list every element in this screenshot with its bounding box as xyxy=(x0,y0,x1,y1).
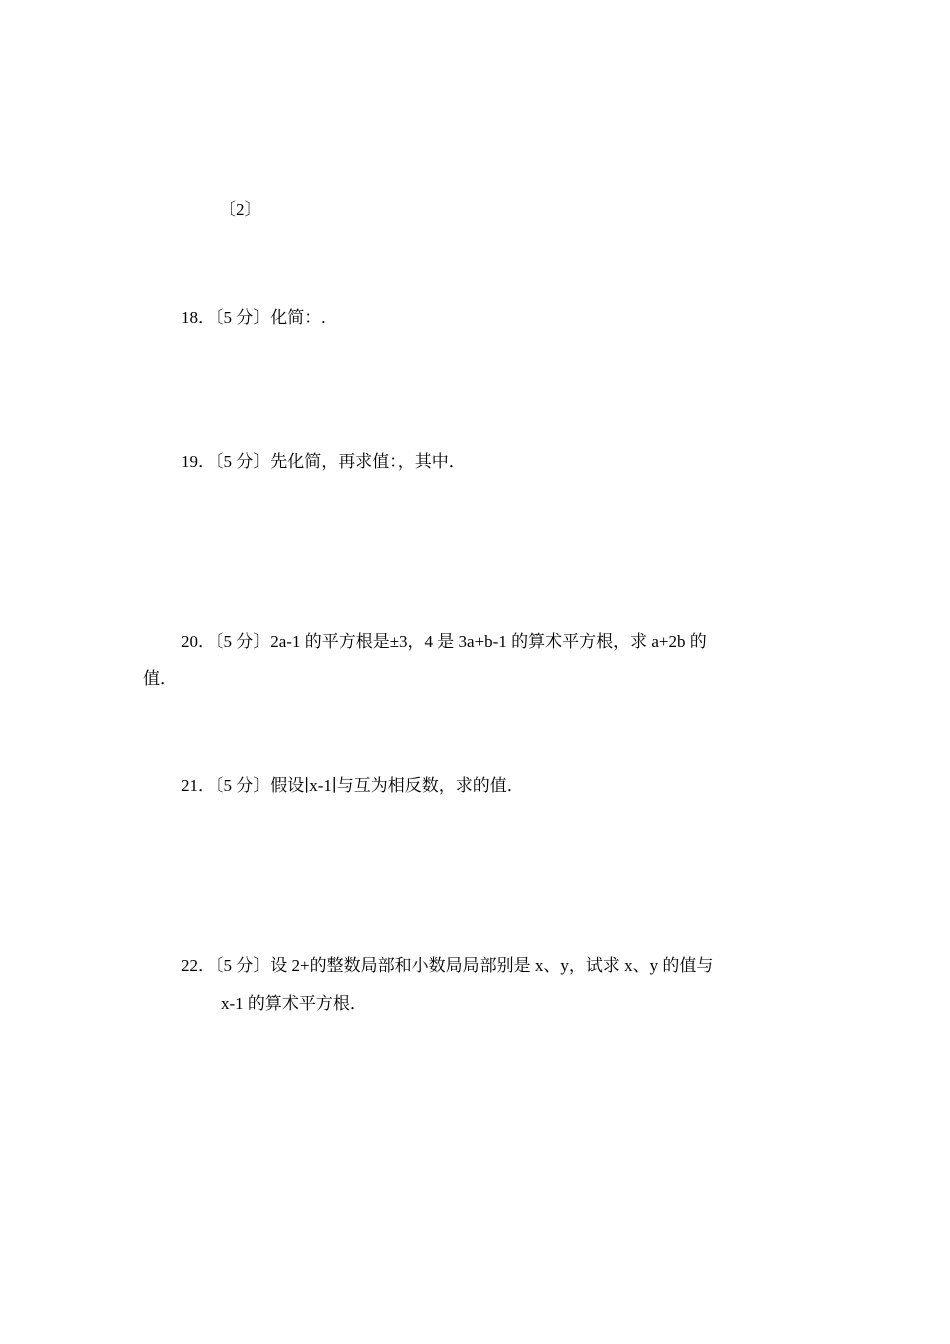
question-text: 〔5 分〕2a-1 的平方根是±3，4 是 3a+b-1 的算术平方根，求 a+2b 的 xyxy=(215,632,707,651)
question-20 xyxy=(181,631,707,653)
question-21 xyxy=(181,775,524,797)
question-number: 19． xyxy=(181,452,215,471)
question-22 xyxy=(181,955,713,977)
sub-part-label: 〔2〕 xyxy=(219,200,262,219)
question-number: 21． xyxy=(181,776,215,795)
question-20-continuation: 值． xyxy=(143,669,177,688)
question-number: 20． xyxy=(181,632,215,651)
question-22-continuation: x-1 的算术平方根． xyxy=(221,994,367,1013)
question-text: 〔5 分〕先化简，再求值：，其中． xyxy=(215,452,466,471)
question-18 xyxy=(181,307,326,329)
question-text: 〔5 分〕假设∣x-1∣与互为相反数，求的值． xyxy=(215,776,524,795)
question-number: 18． xyxy=(181,308,215,327)
question-19 xyxy=(181,451,466,473)
question-number: 22． xyxy=(181,956,215,975)
question-text: 〔5 分〕设 2+的整数局部和小数局局部别是 x、y，试求 x、y 的值与 xyxy=(215,956,714,975)
question-text: 〔5 分〕化简：. xyxy=(215,308,326,327)
